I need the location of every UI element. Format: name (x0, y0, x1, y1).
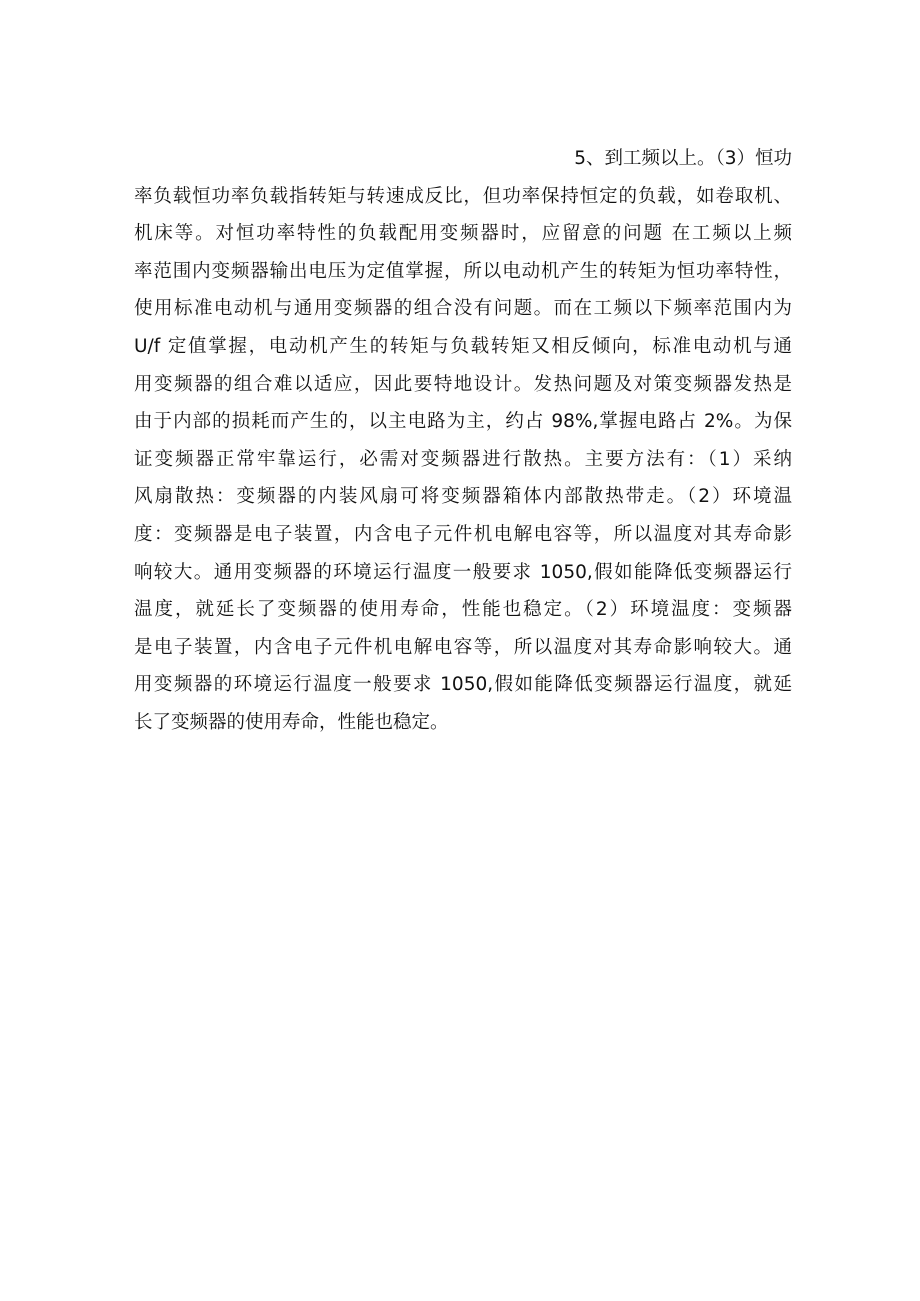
paragraph-line: 证变频器正常牢靠运行，必需对变频器进行散热。主要方法有：（1）采纳 (134, 448, 792, 470)
paragraph-line: 风扇散热：变频器的内装风扇可将变频器箱体内部散热带走。（2）环境温 (134, 486, 792, 508)
paragraph-line: 率负载恒功率负载指转矩与转速成反比，但功率保持恒定的负载，如卷取机、 (134, 185, 792, 207)
paragraph-line: 度：变频器是电子装置，内含电子元件机电解电容等，所以温度对其寿命影 (134, 523, 792, 545)
paragraph-line: 用变频器的组合难以适应，因此要特地设计。发热问题及对策变频器发热是 (134, 373, 792, 395)
paragraph-line: 率范围内变频器输出电压为定值掌握，所以电动机产生的转矩为恒功率特性， (134, 260, 792, 282)
paragraph-line: 是电子装置，内含电子元件机电解电容等，所以温度对其寿命影响较大。通 (134, 636, 792, 658)
paragraph-line: 由于内部的损耗而产生的，以主电路为主，约占 98%,掌握电路占 2%。为保 (134, 411, 792, 433)
paragraph-line: 使用标准电动机与通用变频器的组合没有问题。而在工频以下频率范围内为 (134, 298, 792, 320)
paragraph-line: 长了变频器的使用寿命，性能也稳定。 (134, 711, 449, 733)
paragraph-line: 机床等。对恒功率特性的负载配用变频器时，应留意的问题 在工频以上频 (134, 223, 792, 245)
paragraph-line: 用变频器的环境运行温度一般要求 1050,假如能降低变频器运行温度，就延 (134, 674, 792, 696)
paragraph-line: 温度，就延长了变频器的使用寿命，性能也稳定。（2）环境温度：变频器 (134, 599, 792, 621)
paragraph-line: 5、到工频以上。（3）恒功 (574, 148, 792, 169)
paragraph-line: U/f 定值掌握，电动机产生的转矩与负载转矩又相反倾向，标准电动机与通 (134, 335, 792, 357)
body-paragraph (134, 140, 792, 742)
paragraph-line: 响较大。通用变频器的环境运行温度一般要求 1050,假如能降低变频器运行 (134, 561, 792, 583)
